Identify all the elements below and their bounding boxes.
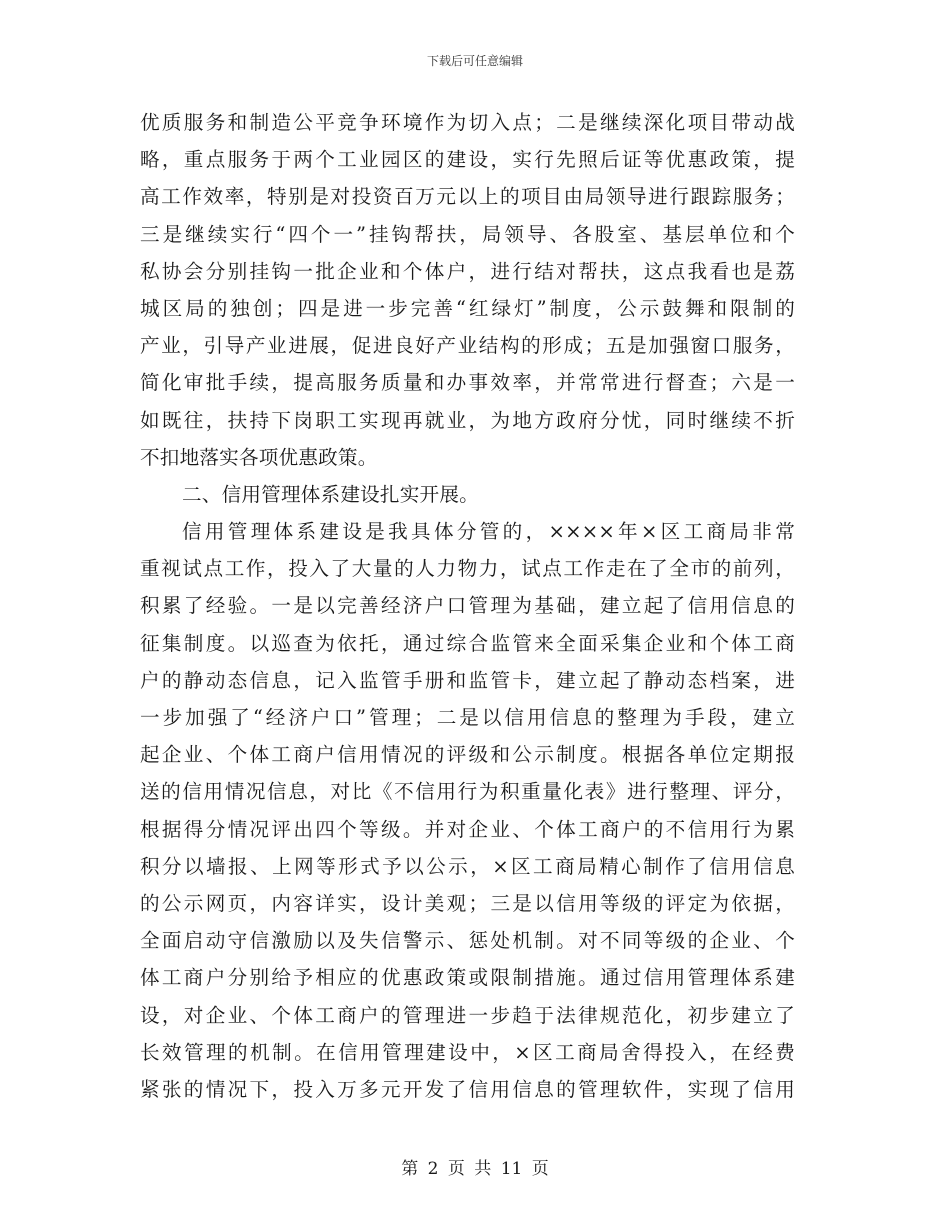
text-line: 信用管理体系建设是我具体分管的，××××年×区工商局非常 bbox=[182, 520, 795, 544]
text-line: 一步加强了“经济户口”管理；二是以信用信息的整理为手段，建立 bbox=[140, 706, 795, 729]
text-line: 积累了经验。一是以完善经济户口管理为基础，建立起了信用信息的 bbox=[140, 594, 795, 618]
text-line: 城区局的独创；四是进一步完善“红绿灯”制度，公示鼓舞和限制的 bbox=[140, 296, 795, 320]
page-header: 下载后可任意编辑 bbox=[426, 54, 523, 68]
text-line: 优质服务和制造公平竞争环境作为切入点；二是继续深化项目带动战 bbox=[140, 111, 795, 134]
text-line: 重视试点工作，投入了大量的人力物力，试点工作走在了全市的前列， bbox=[140, 557, 795, 581]
text-line: 不扣地落实各项优惠政策。 bbox=[140, 445, 378, 469]
text-line: 产业，引导产业进展，促进良好产业结构的形成；五是加强窗口服务， bbox=[140, 334, 795, 358]
text-line: 积分以墙报、上网等形式予以公示，×区工商局精心制作了信用信息 bbox=[140, 854, 795, 878]
text-line: 高工作效率，特别是对投资百万元以上的项目由局领导进行跟踪服务； bbox=[140, 185, 795, 209]
text-line: 根据得分情况评出四个等级。并对企业、个体工商户的不信用行为累 bbox=[140, 817, 795, 841]
page-footer: 第 2 页 共 11 页 bbox=[401, 1159, 549, 1179]
text-line: 起企业、个体工商户信用情况的评级和公示制度。根据各单位定期报 bbox=[140, 743, 795, 767]
text-line: 三是继续实行“四个一”挂钩帮扶，局领导、各股室、基层单位和个 bbox=[140, 222, 795, 246]
text-line: 户的静动态信息，记入监管手册和监管卡，建立起了静动态档案，进 bbox=[140, 668, 795, 692]
text-line: 如既往，扶持下岗职工实现再就业，为地方政府分忧，同时继续不折 bbox=[140, 408, 795, 432]
document-body bbox=[140, 104, 795, 1108]
text-line: 二、信用管理体系建设扎实开展。 bbox=[182, 482, 479, 506]
text-line: 设，对企业、个体工商户的管理进一步趋于法律规范化，初步建立了 bbox=[140, 1003, 795, 1027]
text-line: 全面启动守信激励以及失信警示、惩处机制。对不同等级的企业、个 bbox=[140, 929, 795, 953]
text-line: 私协会分别挂钩一批企业和个体户，进行结对帮扶，这点我看也是荔 bbox=[140, 259, 795, 283]
text-line: 略，重点服务于两个工业园区的建设，实行先照后证等优惠政策，提 bbox=[140, 148, 795, 172]
text-line: 简化审批手续，提高服务质量和办事效率，并常常进行督查；六是一 bbox=[140, 371, 795, 395]
text-line: 送的信用情况信息，对比《不信用行为积重量化表》进行整理、评分， bbox=[140, 780, 795, 804]
text-line: 的公示网页，内容详实，设计美观；三是以信用等级的评定为依据， bbox=[140, 891, 795, 915]
text-line: 长效管理的机制。在信用管理建设中，×区工商局舍得投入，在经费 bbox=[140, 1040, 795, 1064]
text-line: 体工商户分别给予相应的优惠政策或限制措施。通过信用管理体系建 bbox=[140, 966, 795, 990]
text-line: 紧张的情况下，投入万多元开发了信用信息的管理软件，实现了信用 bbox=[140, 1077, 795, 1101]
text-line: 征集制度。以巡查为依托，通过综合监管来全面采集企业和个体工商 bbox=[140, 631, 795, 655]
